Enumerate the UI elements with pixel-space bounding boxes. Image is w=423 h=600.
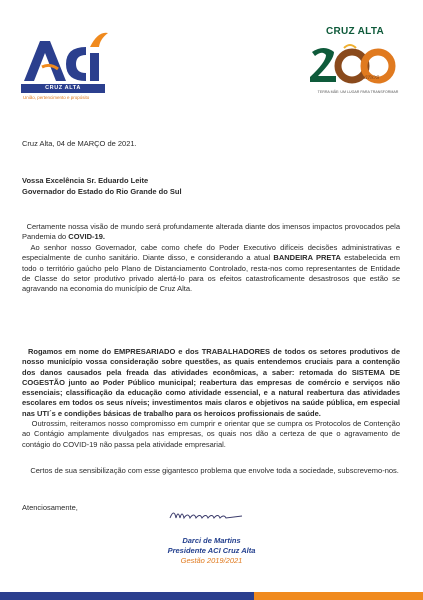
- recipient-name: Vossa Excelência Sr. Eduardo Leite: [22, 176, 149, 185]
- signer-role: Presidente ACI Cruz Alta: [167, 546, 256, 555]
- footer-bar-blue: [0, 592, 254, 600]
- recipient-block: [22, 175, 400, 197]
- letter-date: Cruz Alta, 04 de MARÇO de 2021.: [22, 139, 137, 148]
- paragraph-2-text-b: estabelecida em todo o território gaúcho pelo Plano de Distanciamento Controlado, resta-nos como representantes de Entidade de Classe do setor produtivo privado alertá-lo para os efeitos catastroficamente desastrosos que estão se agravando na economia do município de Cruz Alta.: [22, 253, 400, 294]
- handwritten-signature: [166, 504, 248, 526]
- footer-bar-orange: [254, 592, 423, 600]
- signer-name: Darci de Martins: [182, 536, 241, 545]
- paragraph-2: [22, 243, 400, 294]
- closing: Atenciosamente,: [22, 503, 78, 512]
- paragraph-2-text-a: Ao senhor nosso Governador, cabe como chefe do Poder Executivo difíceis decisões administrativas e especialmente de cunho sanitário. Diante disso, e considerando a atual: [22, 243, 401, 263]
- paragraph-5-text: Certos de sua sensibilização com esse gigantesco problema que envolve toda a sociedade, subscrevemo-nos.: [30, 466, 399, 475]
- aci-band-text: CRUZ ALTA: [21, 84, 105, 93]
- paragraph-4: [22, 419, 400, 450]
- paragraph-2-bold: BANDEIRA PRETA: [273, 253, 341, 263]
- paragraph-5: [22, 466, 400, 476]
- cruz-alta-anos: anos: [364, 73, 380, 81]
- paragraph-3: [22, 347, 400, 419]
- paragraph-4-text: Outrossim, reiteramos nosso compromisso em cumprir e orientar que se cumpra os Protocolos de Contenção ao Contágio amplamente divulgados nas empresas, os quais nos dão a certeza de que o agravamento de contágio do COVID-19 não passa pela atividade empresarial.: [22, 419, 400, 449]
- footer-bar: [0, 592, 423, 600]
- paragraph-1: [22, 222, 400, 243]
- recipient-title: Governador do Estado do Rio Grande do Sul: [22, 187, 182, 196]
- paragraph-3-text: Rogamos em nome do EMPRESARIADO e dos TRABALHADORES de todos os setores produtivos de nosso município vossa consideração sobre questões, as quais entendemos cruciais para a contenção dos danos causados pela freada das atividades econômicas, a saber: retomada do SISTEMA DE COGESTÃO junto ao Poder Público municipal; reabertura das empresas de comércio e serviços não essenciais; classificação da educação como atividade essencial, e a natural reabertura das atividades escolares em todos os seus níveis; investimentos mais claros e objetivos na saúde pública, em especial nas UTI´s e condições básicas de trabalho para os heroicos profissionais de saúde.: [22, 347, 400, 418]
- aci-tagline: União, pertencimento e propósito: [23, 95, 90, 100]
- signer-term: Gestão 2019/2021: [180, 556, 243, 565]
- cruz-alta-title: CRUZ ALTA: [325, 26, 385, 37]
- cruz-alta-200-logo: [304, 26, 408, 86]
- cruz-alta-tagline: TERRA MÃE: UM LUGAR PARA TRANSFORMAR: [317, 90, 399, 94]
- paragraph-1-text: Certamente nossa visão de mundo será profundamente alterada diante dos imensos impactos provocados pela Pandemia do: [22, 222, 400, 242]
- paragraph-1-bold: COVID-19.: [68, 232, 105, 242]
